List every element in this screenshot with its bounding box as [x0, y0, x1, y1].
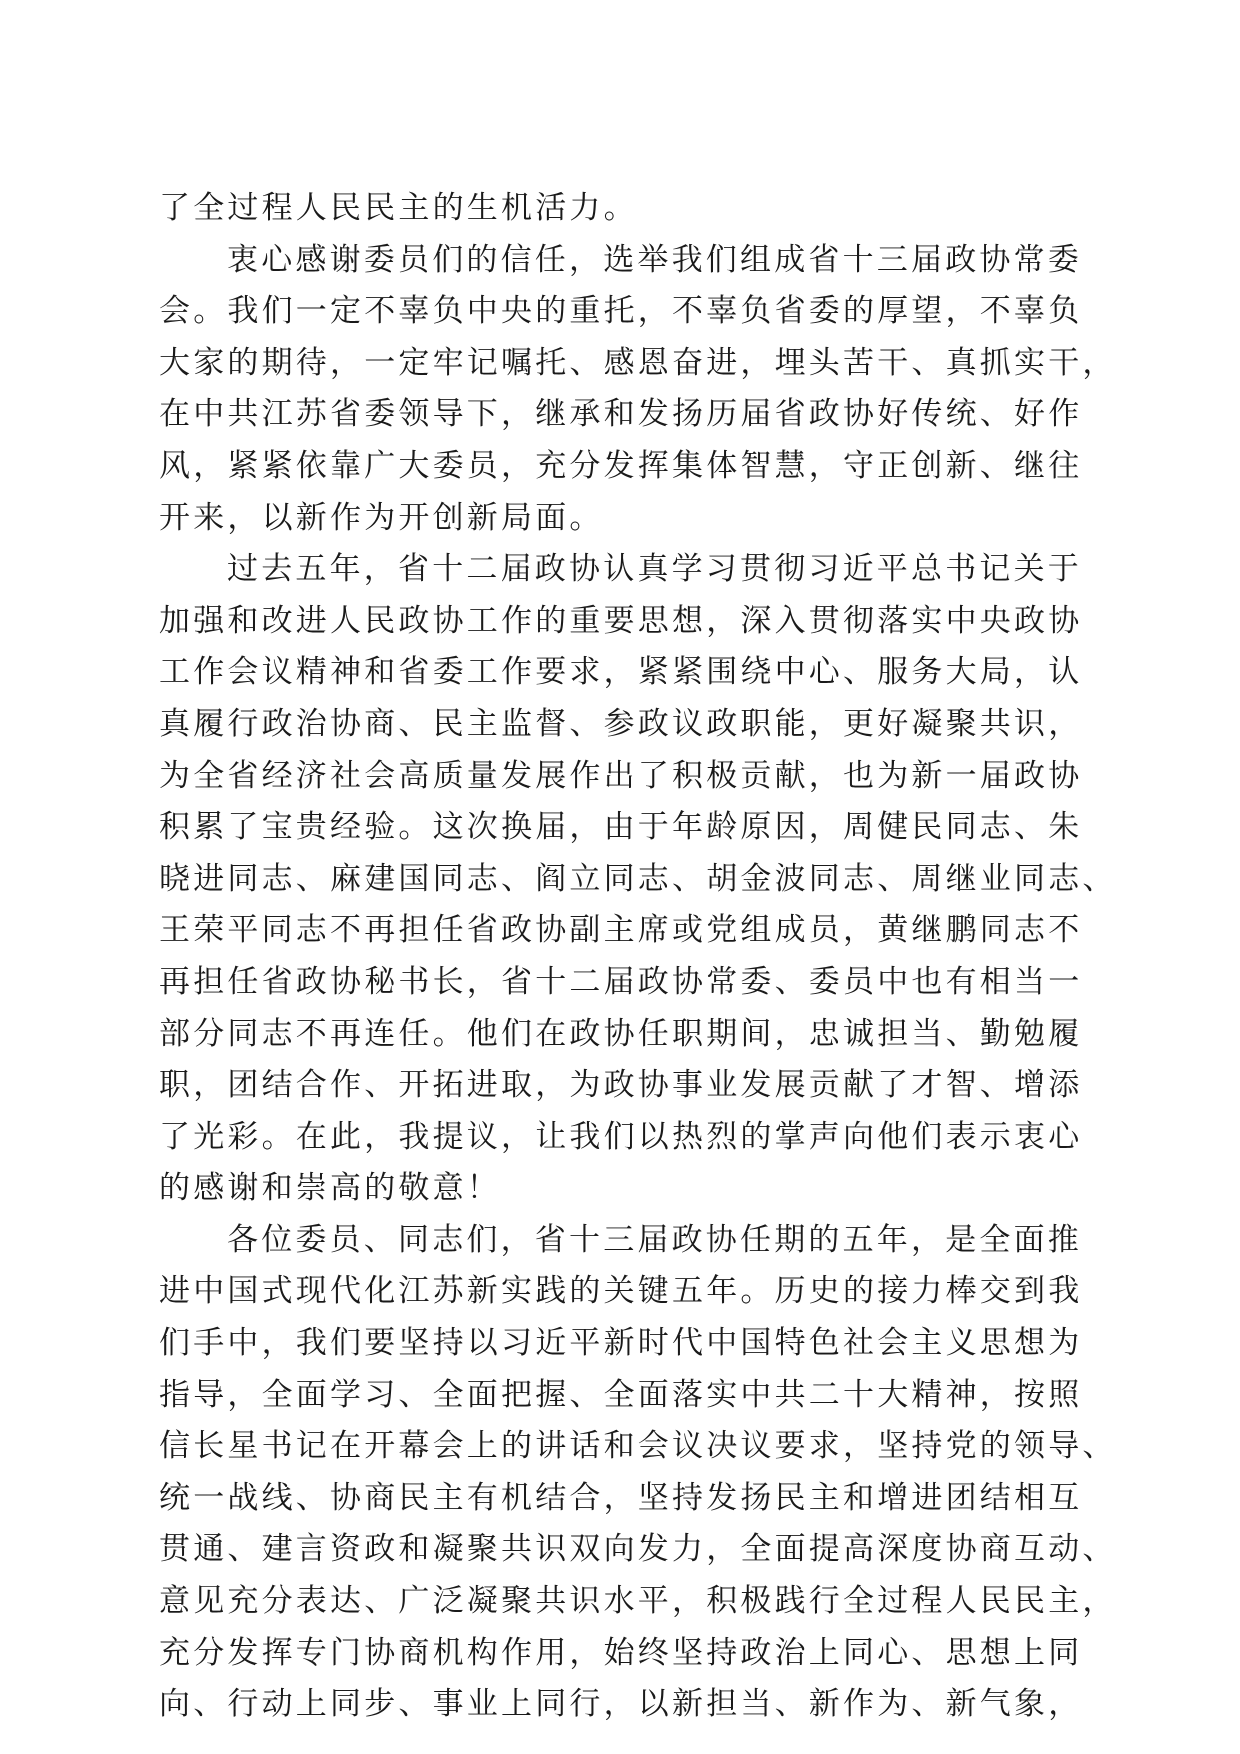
text-line: 在中共江苏省委领导下，继承和发扬历届省政协好传统、好作 [159, 396, 1083, 433]
text-line: 王荣平同志不再担任省政协副主席或党组成员，黄继鹏同志不 [159, 912, 1083, 949]
text-line: 意见充分表达、广泛凝聚共识水平，积极践行全过程人民民主， [159, 1583, 1117, 1620]
text-line: 统一战线、协商民主有机结合，坚持发扬民主和增进团结相互 [159, 1479, 1083, 1516]
text-line: 了光彩。在此，我提议，让我们以热烈的掌声向他们表示衷心 [159, 1118, 1083, 1155]
text-line: 了全过程人民民主的生机活力。 [159, 190, 638, 226]
text-line: 的感谢和崇高的敬意！ [159, 1170, 501, 1207]
paragraph-first-line: 过去五年，省十二届政协认真学习贯彻习近平总书记关于 [227, 551, 1082, 588]
text-line: 们手中，我们要坚持以习近平新时代中国特色社会主义思想为 [159, 1325, 1083, 1362]
text-line: 部分同志不再连任。他们在政协任职期间，忠诚担当、勤勉履 [159, 1015, 1083, 1052]
text-line: 信长星书记在开幕会上的讲话和会议决议要求，坚持党的领导、 [159, 1428, 1117, 1465]
text-line: 真履行政治协商、民主监督、参政议政职能，更好凝聚共识， [159, 705, 1083, 742]
text-line: 风，紧紧依靠广大委员，充分发挥集体智慧，守正创新、继往 [159, 447, 1083, 484]
text-line: 进中国式现代化江苏新实践的关键五年。历史的接力棒交到我 [159, 1273, 1083, 1310]
text-line: 大家的期待，一定牢记嘱托、感恩奋进，埋头苦干、真抓实干， [159, 344, 1117, 381]
text-line: 加强和改进人民政协工作的重要思想，深入贯彻落实中央政协 [159, 602, 1083, 639]
text-line: 工作会议精神和省委工作要求，紧紧围绕中心、服务大局，认 [159, 654, 1083, 691]
text-line: 指导，全面学习、全面把握、全面落实中共二十大精神，按照 [159, 1376, 1083, 1413]
text-line: 晓进同志、麻建国同志、阎立同志、胡金波同志、周继业同志、 [159, 860, 1117, 897]
text-line: 向、行动上同步、事业上同行，以新担当、新作为、新气象， [159, 1686, 1083, 1723]
text-line: 会。我们一定不辜负中央的重托，不辜负省委的厚望，不辜负 [159, 293, 1083, 330]
paragraph-first-line: 各位委员、同志们，省十三届政协任期的五年，是全面推 [227, 1221, 1082, 1258]
text-line: 积累了宝贵经验。这次换届，由于年龄原因，周健民同志、朱 [159, 809, 1083, 846]
text-line: 开来，以新作为开创新局面。 [159, 499, 604, 536]
paragraph-first-line: 衷心感谢委员们的信任，选举我们组成省十三届政协常委 [227, 241, 1082, 278]
text-line: 再担任省政协秘书长，省十二届政协常委、委员中也有相当一 [159, 963, 1083, 1000]
text-line: 贯通、建言资政和凝聚共识双向发力，全面提高深度协商互动、 [159, 1531, 1117, 1568]
text-line: 充分发挥专门协商机构作用，始终坚持政治上同心、思想上同 [159, 1634, 1083, 1671]
speech-body-text [159, 183, 1119, 1731]
text-line: 职，团结合作、开拓进取，为政协事业发展贡献了才智、增添 [159, 1067, 1083, 1104]
text-line: 为全省经济社会高质量发展作出了积极贡献，也为新一届政协 [159, 757, 1083, 794]
